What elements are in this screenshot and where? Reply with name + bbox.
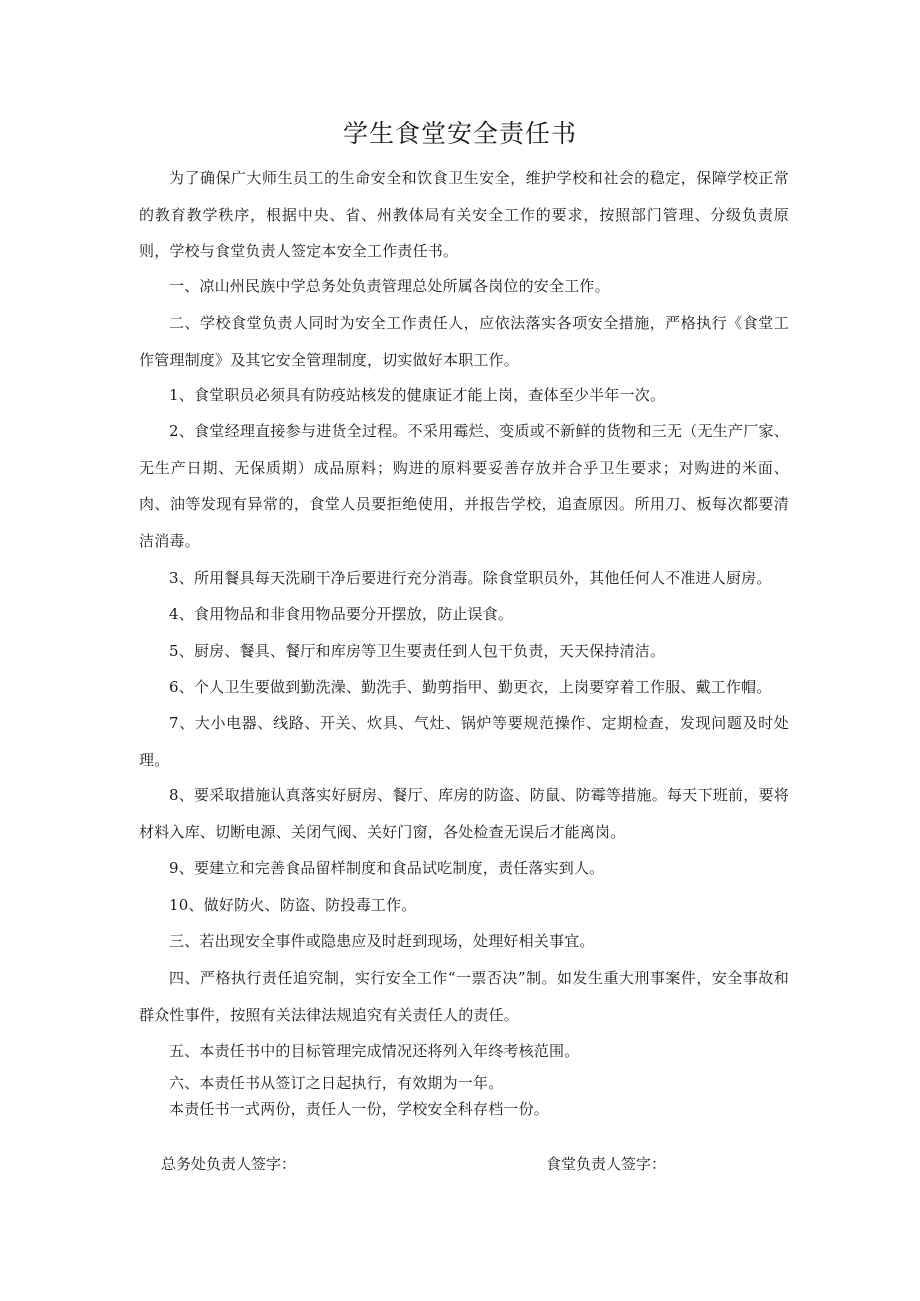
paragraph-section-3: 三、若出现安全事件或隐患应及时赶到现场，处理好相关事宜。 [169,932,595,950]
page-title: 学生食堂安全责任书 [342,119,577,148]
signature-label-general-affairs: 总务处负责人签字： [161,1155,297,1173]
paragraph-intro: 为了确保广大师生员工的生命安全和饮食卫生安全，维护学校和社会的稳定，保障学校正常的教育教学秩序，根据中央、省、州教体局有关安全工作的要求，按照部门管理、分级负责原则，学校与食堂负责人签定本安全工作责任书。 [139,169,789,260]
paragraph-item-5: 5、厨房、餐具、餐厅和库房等卫生要责任到人包干负责，天天保持清洁。 [169,642,666,660]
paragraph-section-5: 五、本责任书中的目标管理完成情况还将列入年终考核范围。 [169,1042,580,1060]
paragraph-section-6: 六、本责任书从签订之日起执行，有效期为一年。 [169,1074,504,1092]
paragraph-section-4: 四、严格执行责任追究制，实行安全工作“一票否决”制。如发生重大刑事案件，安全事故和群众性事件，按照有关法律法规追究有关责任人的责任。 [139,969,789,1024]
paragraph-item-9: 9、要建立和完善食品留样制度和食品试吃制度，责任落实到人。 [169,859,605,877]
paragraph-copies-note: 本责任书一式两份，责任人一份，学校安全科存档一份。 [169,1100,550,1118]
paragraph-item-2: 2、食堂经理直接参与进货全过程。不采用霉烂、变质或不新鲜的货物和三无（无生产厂家、无生产日期、无保质期）成品原料；购进的原料要妥善存放并合乎卫生要求；对购进的米面、肉、油等发现有异常的，食堂人员要拒绝使用，并报告学校，追查原因。所用刀、板每次都要清洁消毒。 [139,422,789,550]
paragraph-item-4: 4、食用物品和非食用物品要分开摆放，防止误食。 [169,605,514,623]
paragraph-item-6: 6、个人卫生要做到勤洗澡、勤洗手、勤剪指甲、勤更衣，上岗要穿着工作服、戴工作帽。 [169,678,772,696]
paragraph-item-1: 1、食堂职员必须具有防疫站核发的健康证才能上岗，查体至少半年一次。 [169,386,666,404]
paragraph-item-3: 3、所用餐具每天洗刷干净后要进行充分消毒。除食堂职员外，其他任何人不准进人厨房。 [169,569,772,587]
paragraph-section-1: 一、凉山州民族中学总务处负责管理总处所属各岗位的安全工作。 [169,277,610,295]
paragraph-section-2: 二、学校食堂负责人同时为安全工作责任人，应依法落实各项安全措施，严格执行《食堂工作管理制度》及其它安全管理制度，切实做好本职工作。 [139,314,789,369]
paragraph-item-10: 10、做好防火、防盗、防投毒工作。 [169,896,417,914]
paragraph-item-7: 7、大小电器、线路、开关、炊具、气灶、锅炉等要规范操作、定期检查，发现问题及时处理。 [139,714,789,769]
signature-label-canteen: 食堂负责人签字： [546,1155,667,1173]
paragraph-item-8: 8、要采取措施认真落实好厨房、餐厅、库房的防盗、防鼠、防霉等措施。每天下班前，要将材料入库、切断电源、关闭气阀、关好门窗，各处检查无误后才能离岗。 [139,786,789,841]
